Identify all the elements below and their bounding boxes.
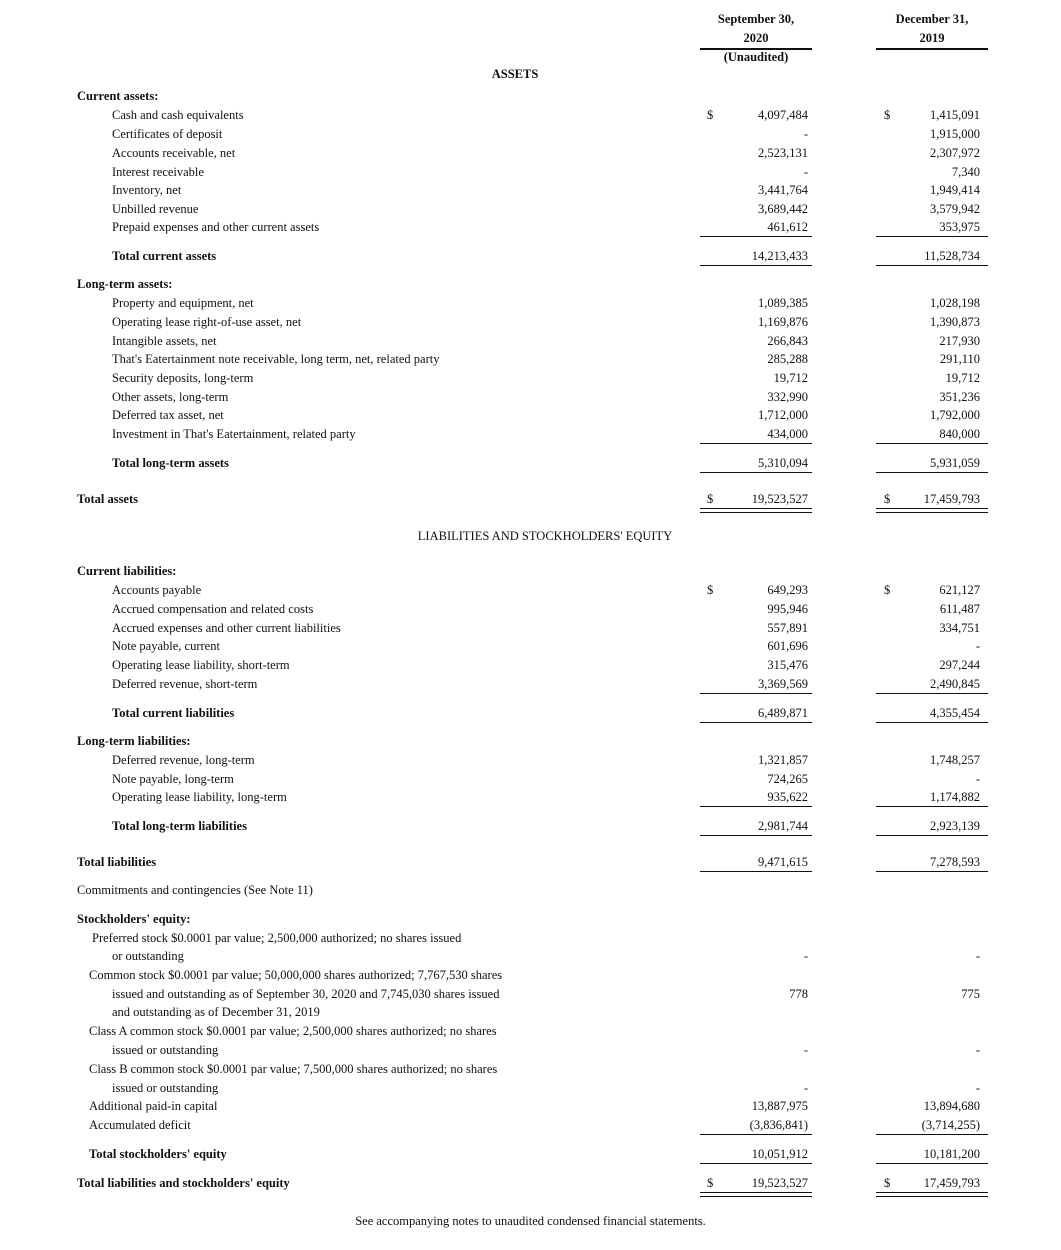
table-row (0, 294, 1061, 313)
table-row (0, 1003, 1061, 1022)
value-sep-30-2020: 9,471,615 (758, 855, 808, 869)
value-dec-31-2019: 334,751 (939, 621, 980, 635)
col1-header-rule (700, 48, 812, 50)
value-sep-30-2020: 1,089,385 (758, 296, 808, 310)
value-sep-30-2020: 315,476 (767, 658, 808, 672)
table-row (0, 637, 1061, 656)
col2-line2: 2019 (919, 31, 945, 45)
value-sep-30-2020: - (803, 165, 808, 179)
value-dec-31-2019: 4,355,454 (930, 706, 980, 720)
table-row (0, 929, 1061, 948)
value-sep-30-2020: 3,441,764 (758, 183, 808, 197)
row-label: Common stock $0.0001 par value; 50,000,000 shares authorized; 7,767,530 shares (89, 968, 503, 982)
value-sep-30-2020: - (803, 1081, 808, 1095)
value-sep-30-2020: 724,265 (767, 772, 808, 786)
row-label: Class B common stock $0.0001 par value; 7,500,000 shares authorized; no shares (89, 1062, 498, 1076)
currency-symbol-2020: $ (707, 583, 714, 597)
column-header-dec-2019 (876, 10, 988, 48)
value-dec-31-2019: (3,714,255) (921, 1118, 980, 1132)
row-label: Commitments and contingencies (See Note 11) (77, 883, 313, 897)
table-row (0, 947, 1061, 966)
row-label: Deferred tax asset, net (112, 408, 224, 422)
table-row (0, 1041, 1061, 1060)
row-label: issued and outstanding as of September 30, 2020 and 7,745,030 shares issued (112, 987, 500, 1001)
table-row (0, 1174, 1061, 1193)
table-row (0, 275, 1061, 294)
table-row (0, 788, 1061, 807)
value-dec-31-2019: 2,490,845 (930, 677, 980, 691)
table-row (0, 218, 1061, 237)
value-dec-31-2019: 1,949,414 (930, 183, 980, 197)
row-label: Total current assets (112, 249, 217, 263)
row-label: Total stockholders' equity (89, 1147, 227, 1161)
value-dec-31-2019: 217,930 (939, 334, 980, 348)
table-row (0, 332, 1061, 351)
value-sep-30-2020: 1,169,876 (758, 315, 808, 329)
value-sep-30-2020: (3,836,841) (749, 1118, 808, 1132)
value-dec-31-2019: 621,127 (939, 583, 980, 597)
row-label: Total liabilities (77, 855, 157, 869)
row-label: Total long-term assets (112, 456, 229, 470)
col2-line1: December 31, (895, 12, 969, 26)
row-label: Class A common stock $0.0001 par value; 2,500,000 shares authorized; no shares (89, 1024, 497, 1038)
value-sep-30-2020: 1,321,857 (758, 753, 808, 767)
liabilities-equity-section-title: LIABILITIES AND STOCKHOLDERS' EQUITY (417, 529, 673, 543)
table-row (0, 1079, 1061, 1098)
table-row (0, 675, 1061, 694)
value-dec-31-2019: 13,894,680 (923, 1099, 980, 1113)
row-label: Accrued compensation and related costs (112, 602, 314, 616)
row-label: Current assets: (77, 89, 159, 103)
table-row (0, 600, 1061, 619)
value-sep-30-2020: 1,712,000 (758, 408, 808, 422)
value-sep-30-2020: - (803, 1043, 808, 1057)
table-row (0, 562, 1061, 581)
value-dec-31-2019: 17,459,793 (923, 1176, 980, 1190)
row-label: Additional paid-in capital (89, 1099, 218, 1113)
table-row (0, 350, 1061, 369)
value-sep-30-2020: 434,000 (767, 427, 808, 441)
table-row (0, 313, 1061, 332)
value-sep-30-2020: 5,310,094 (758, 456, 808, 470)
value-sep-30-2020: 778 (789, 987, 808, 1001)
row-label: Inventory, net (112, 183, 182, 197)
value-sep-30-2020: - (803, 127, 808, 141)
value-dec-31-2019: 353,975 (939, 220, 980, 234)
table-row (0, 985, 1061, 1004)
value-sep-30-2020: 13,887,975 (751, 1099, 808, 1113)
row-label: Long-term liabilities: (77, 734, 191, 748)
value-dec-31-2019: 17,459,793 (923, 492, 980, 506)
row-label: Accrued expenses and other current liabilities (112, 621, 341, 635)
value-dec-31-2019: 775 (961, 987, 980, 1001)
row-label: Other assets, long-term (112, 390, 229, 404)
currency-symbol-2019: $ (884, 583, 891, 597)
row-label: Certificates of deposit (112, 127, 223, 141)
col2-header-rule (876, 48, 988, 50)
row-label: Total liabilities and stockholders' equity (77, 1176, 290, 1190)
value-sep-30-2020: 332,990 (767, 390, 808, 404)
table-row (0, 581, 1061, 600)
row-label: Security deposits, long-term (112, 371, 254, 385)
row-label: Total long-term liabilities (112, 819, 247, 833)
row-label: Note payable, current (112, 639, 220, 653)
row-label: Unbilled revenue (112, 202, 199, 216)
row-label: Long-term assets: (77, 277, 173, 291)
value-sep-30-2020: 19,523,527 (751, 492, 808, 506)
table-row (0, 817, 1061, 836)
table-row (0, 1097, 1061, 1116)
row-label: issued or outstanding (112, 1043, 219, 1057)
table-row (0, 406, 1061, 425)
value-dec-31-2019: - (975, 772, 980, 786)
value-dec-31-2019: 1,390,873 (930, 315, 980, 329)
table-row (0, 966, 1061, 985)
table-row (0, 144, 1061, 163)
row-label: Stockholders' equity: (77, 912, 191, 926)
table-row (0, 732, 1061, 751)
row-label: Accounts receivable, net (112, 146, 236, 160)
row-label: Operating lease liability, short-term (112, 658, 290, 672)
row-label: Cash and cash equivalents (112, 108, 244, 122)
table-row (0, 87, 1061, 106)
row-label: Total assets (77, 492, 139, 506)
value-sep-30-2020: 19,712 (773, 371, 808, 385)
table-row (0, 1145, 1061, 1164)
row-label: Prepaid expenses and other current assets (112, 220, 320, 234)
value-dec-31-2019: 1,028,198 (930, 296, 980, 310)
value-dec-31-2019: 2,923,139 (930, 819, 980, 833)
table-row (0, 910, 1061, 929)
table-row (0, 751, 1061, 770)
value-dec-31-2019: 10,181,200 (923, 1147, 980, 1161)
value-dec-31-2019: 1,915,000 (930, 127, 980, 141)
value-dec-31-2019: 351,236 (939, 390, 980, 404)
value-dec-31-2019: 5,931,059 (930, 456, 980, 470)
value-sep-30-2020: - (803, 949, 808, 963)
row-label: Investment in That's Eatertainment, related party (112, 427, 356, 441)
value-sep-30-2020: 601,696 (767, 639, 808, 653)
value-dec-31-2019: - (975, 949, 980, 963)
table-row (0, 163, 1061, 182)
row-label: Operating lease right-of-use asset, net (112, 315, 302, 329)
value-dec-31-2019: 1,792,000 (930, 408, 980, 422)
table-row (0, 853, 1061, 872)
row-label: Accumulated deficit (89, 1118, 191, 1132)
row-label: Deferred revenue, long-term (112, 753, 255, 767)
row-label: Interest receivable (112, 165, 204, 179)
value-dec-31-2019: 291,110 (939, 352, 980, 366)
row-label: issued or outstanding (112, 1081, 219, 1095)
value-sep-30-2020: 19,523,527 (751, 1176, 808, 1190)
row-label: Note payable, long-term (112, 772, 234, 786)
value-sep-30-2020: 3,689,442 (758, 202, 808, 216)
value-dec-31-2019: 611,487 (939, 602, 980, 616)
value-sep-30-2020: 995,946 (767, 602, 808, 616)
column-header-sep-2020 (700, 10, 812, 67)
table-row (0, 125, 1061, 144)
value-sep-30-2020: 14,213,433 (751, 249, 808, 263)
row-label: or outstanding (112, 949, 184, 963)
currency-symbol-2020: $ (707, 1176, 714, 1190)
value-dec-31-2019: - (975, 639, 980, 653)
table-row (0, 200, 1061, 219)
value-dec-31-2019: 1,174,882 (930, 790, 980, 804)
table-row (0, 454, 1061, 473)
value-dec-31-2019: 7,340 (951, 165, 980, 179)
value-sep-30-2020: 649,293 (767, 583, 808, 597)
table-row (0, 106, 1061, 125)
table-row (0, 425, 1061, 444)
row-label: Total current liabilities (112, 706, 235, 720)
row-label: Preferred stock $0.0001 par value; 2,500,000 authorized; no shares issued (92, 931, 462, 945)
value-sep-30-2020: 4,097,484 (758, 108, 808, 122)
row-label: Current liabilities: (77, 564, 177, 578)
footer-note: See accompanying notes to unaudited condensed financial statements. (355, 1214, 706, 1228)
value-dec-31-2019: 297,244 (939, 658, 980, 672)
table-row (0, 656, 1061, 675)
table-row (0, 704, 1061, 723)
value-sep-30-2020: 6,489,871 (758, 706, 808, 720)
row-label: Property and equipment, net (112, 296, 254, 310)
value-dec-31-2019: 1,748,257 (930, 753, 980, 767)
col1-line1: September 30, (717, 12, 795, 26)
value-sep-30-2020: 2,523,131 (758, 146, 808, 160)
value-dec-31-2019: 11,528,734 (924, 249, 980, 263)
currency-symbol-2019: $ (884, 108, 891, 122)
value-sep-30-2020: 3,369,569 (758, 677, 808, 691)
value-sep-30-2020: 2,981,744 (758, 819, 808, 833)
currency-symbol-2020: $ (707, 108, 714, 122)
row-label: That's Eatertainment note receivable, long term, net, related party (112, 352, 440, 366)
currency-symbol-2020: $ (707, 492, 714, 506)
table-row (0, 619, 1061, 638)
row-label: Deferred revenue, short-term (112, 677, 258, 691)
value-dec-31-2019: 840,000 (939, 427, 980, 441)
table-row (0, 1022, 1061, 1041)
value-sep-30-2020: 285,288 (767, 352, 808, 366)
row-label: Intangible assets, net (112, 334, 217, 348)
row-label: Accounts payable (112, 583, 202, 597)
table-row (0, 490, 1061, 509)
table-row (0, 770, 1061, 789)
value-dec-31-2019: 1,415,091 (930, 108, 980, 122)
currency-symbol-2019: $ (884, 492, 891, 506)
value-dec-31-2019: - (975, 1081, 980, 1095)
value-sep-30-2020: 935,622 (767, 790, 808, 804)
currency-symbol-2019: $ (884, 1176, 891, 1190)
col1-line2: 2020 (743, 31, 769, 45)
value-dec-31-2019: 19,712 (945, 371, 980, 385)
row-label: and outstanding as of December 31, 2019 (112, 1005, 320, 1019)
table-row (0, 369, 1061, 388)
table-row (0, 1116, 1061, 1135)
table-row (0, 247, 1061, 266)
table-row (0, 1060, 1061, 1079)
value-dec-31-2019: 2,307,972 (930, 146, 980, 160)
value-dec-31-2019: 3,579,942 (930, 202, 980, 216)
table-row (0, 881, 1061, 900)
table-row (0, 388, 1061, 407)
value-sep-30-2020: 10,051,912 (751, 1147, 808, 1161)
assets-section-title: ASSETS (491, 67, 539, 81)
value-dec-31-2019: 7,278,593 (930, 855, 980, 869)
value-sep-30-2020: 266,843 (767, 334, 808, 348)
value-sep-30-2020: 557,891 (767, 621, 808, 635)
table-row (0, 181, 1061, 200)
value-dec-31-2019: - (975, 1043, 980, 1057)
col1-line3: (Unaudited) (723, 50, 789, 64)
row-label: Operating lease liability, long-term (112, 790, 287, 804)
value-sep-30-2020: 461,612 (767, 220, 808, 234)
